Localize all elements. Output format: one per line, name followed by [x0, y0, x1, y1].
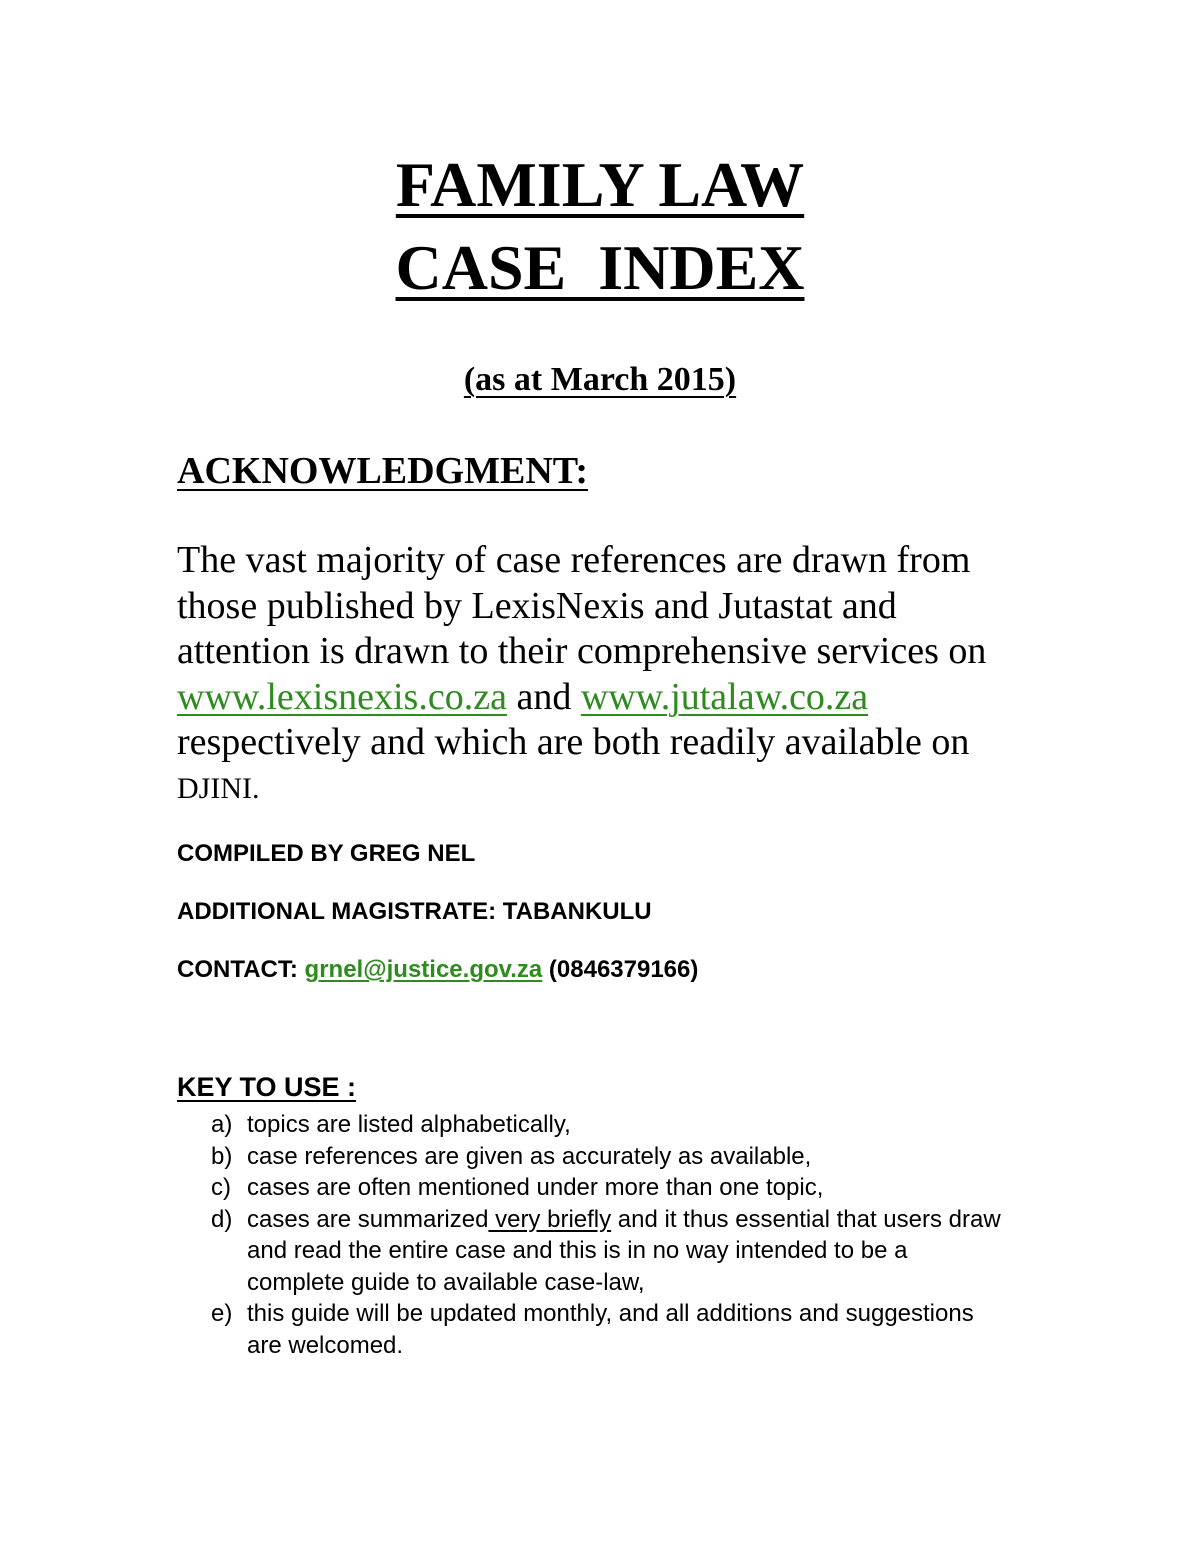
list-item: [211, 1172, 1011, 1204]
contact-email-link[interactable]: grnel@justice.gov.za: [304, 956, 543, 983]
key-heading: KEY TO USE :: [177, 1072, 357, 1102]
contact-line: [177, 958, 698, 982]
contact-label: CONTACT:: [177, 956, 305, 983]
list-item-text: cases are often mentioned under more than one topic,: [247, 1174, 824, 1201]
ack-line-2: those published by LexisNexis and Jutastat and: [177, 584, 897, 627]
list-item: [211, 1141, 1011, 1173]
lexisnexis-link[interactable]: www.lexisnexis.co.za: [177, 675, 507, 718]
list-item-text: case references are given as accurately as available,: [247, 1142, 812, 1170]
list-item-label: b): [211, 1142, 233, 1170]
jutalaw-link[interactable]: www.jutalaw.co.za: [580, 675, 869, 718]
list-item-text-end: and it thus essential that users draw and read the entire case and this is in no way intended to be a complete guide to available case-law,: [247, 1205, 1001, 1296]
title-line-2: CASE INDEX: [395, 232, 805, 303]
list-item-label: c): [211, 1174, 231, 1201]
ack-line-4: [177, 675, 1037, 721]
list-item: [211, 1109, 1011, 1141]
ack-and: and: [506, 675, 581, 718]
list-item-text-start: cases are summarized: [247, 1205, 489, 1233]
list-item-label: a): [211, 1111, 233, 1138]
list-item-text: this guide will be updated monthly, and all additions and suggestions are welcomed.: [247, 1300, 974, 1359]
list-item-label: e): [211, 1300, 233, 1327]
acknowledgment-heading: ACKNOWLEDGMENT:: [177, 450, 588, 492]
list-item: [211, 1298, 1011, 1361]
ack-line-6: DJINI.: [177, 771, 260, 805]
list-item: [211, 1204, 1011, 1299]
title-line-1: FAMILY LAW: [395, 149, 805, 220]
magistrate-position: ADDITIONAL MAGISTRATE: TABANKULU: [177, 898, 652, 925]
as-at-date: (as at March 2015): [463, 361, 737, 398]
ack-line-3: attention is drawn to their comprehensive services on: [177, 630, 987, 672]
list-item-text: [247, 1204, 1011, 1299]
contact-phone: (0846379166): [542, 956, 699, 983]
ack-line-5: respectively and which are both readily available on: [177, 721, 970, 763]
very-briefly-emphasis: very briefly: [488, 1205, 612, 1233]
list-item-text: topics are listed alphabetically,: [247, 1111, 571, 1138]
list-item-label: d): [211, 1205, 233, 1233]
compiled-by: COMPILED BY GREG NEL: [177, 840, 476, 867]
key-list: [211, 1109, 1011, 1361]
ack-line-1: The vast majority of case references are drawn from: [177, 539, 971, 581]
acknowledgment-paragraph: [177, 538, 1037, 811]
